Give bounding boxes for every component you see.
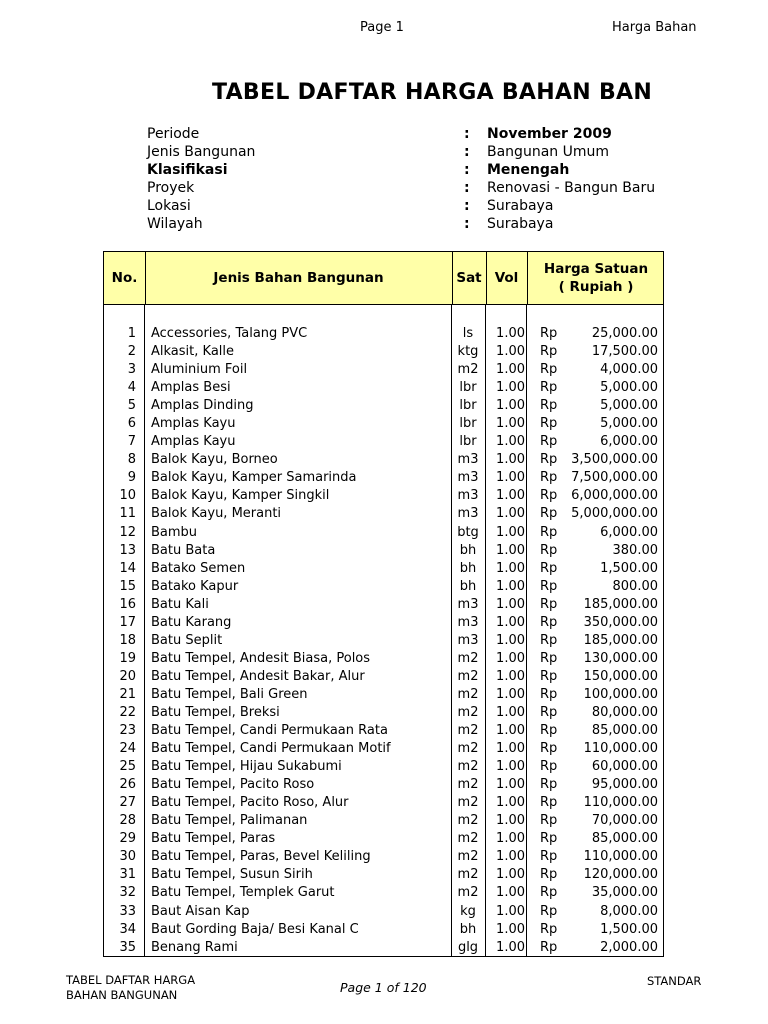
row-number: 23 [119, 723, 136, 739]
row-number: 10 [119, 488, 136, 504]
currency: Rp [540, 434, 558, 450]
volume: 1.00 [496, 506, 525, 522]
row-number: 8 [127, 452, 136, 468]
table-row [0, 415, 768, 433]
row-number: 16 [119, 596, 136, 612]
table-body [0, 325, 768, 957]
currency: Rp [540, 921, 558, 937]
unit-price: 85,000.00 [591, 831, 658, 847]
col-header-price-line2: ( Rupiah ) [558, 279, 634, 295]
metadata-label: Klasifikasi [147, 162, 228, 178]
volume: 1.00 [496, 542, 525, 558]
col-header-price-line1: Harga Satuan [543, 261, 649, 277]
table-row [0, 505, 768, 523]
volume: 1.00 [496, 795, 525, 811]
currency: Rp [540, 398, 558, 414]
volume: 1.00 [496, 741, 525, 757]
metadata-separator: : [464, 198, 470, 214]
material-name: Aluminium Foil [151, 362, 248, 378]
unit: m2 [457, 831, 479, 847]
currency: Rp [540, 831, 558, 847]
row-number: 20 [119, 668, 136, 684]
row-number: 26 [119, 777, 136, 793]
row-number: 14 [119, 560, 136, 576]
row-number: 2 [127, 344, 136, 360]
material-name: Amplas Kayu [151, 434, 236, 450]
header-divider [452, 252, 453, 304]
table-row [0, 921, 768, 939]
material-name: Benang Rami [151, 939, 238, 955]
row-number: 27 [119, 795, 136, 811]
unit: kg [460, 903, 476, 919]
row-number: 17 [119, 614, 136, 630]
table-row [0, 903, 768, 921]
material-name: Balok Kayu, Kamper Singkil [151, 488, 330, 504]
unit: lbr [459, 380, 477, 396]
row-number: 6 [127, 416, 136, 432]
material-name: Batu Tempel, Palimanan [151, 813, 308, 829]
metadata-label: Periode [147, 126, 200, 142]
unit-price: 5,000.00 [600, 416, 658, 432]
material-name: Accessories, Talang PVC [151, 326, 308, 341]
material-name: Baut Aisan Kap [151, 903, 250, 919]
col-header-sat: Sat [456, 270, 482, 286]
currency: Rp [540, 849, 558, 865]
material-name: Bambu [151, 524, 198, 540]
volume: 1.00 [496, 434, 525, 450]
currency: Rp [540, 326, 558, 341]
unit-price: 100,000.00 [583, 686, 658, 702]
unit-price: 8,000.00 [600, 903, 658, 919]
unit: bh [459, 560, 477, 576]
table-row [0, 469, 768, 487]
volume: 1.00 [496, 668, 525, 684]
table-row [0, 361, 768, 379]
row-number: 24 [119, 741, 136, 757]
volume: 1.00 [496, 326, 525, 341]
currency: Rp [540, 668, 558, 684]
row-number: 12 [119, 524, 136, 540]
material-name: Baut Gording Baja/ Besi Kanal C [151, 921, 359, 937]
volume: 1.00 [496, 867, 525, 883]
metadata-value: Renovasi - Bangun Baru [487, 180, 656, 196]
row-number: 33 [119, 903, 136, 919]
currency: Rp [540, 777, 558, 793]
table-row [0, 650, 768, 668]
unit-price: 185,000.00 [583, 632, 658, 648]
table-row [0, 740, 768, 758]
volume: 1.00 [496, 903, 525, 919]
volume: 1.00 [496, 560, 525, 576]
unit: m3 [457, 596, 479, 612]
volume: 1.00 [496, 885, 525, 901]
material-name: Batu Tempel, Andesit Biasa, Polos [151, 650, 371, 666]
metadata-separator: : [464, 216, 470, 232]
material-name: Batu Tempel, Pacito Roso, Alur [151, 795, 349, 811]
volume: 1.00 [496, 596, 525, 612]
volume: 1.00 [496, 344, 525, 360]
row-number: 31 [119, 867, 136, 883]
header-divider [145, 252, 146, 304]
currency: Rp [540, 344, 558, 360]
material-name: Amplas Kayu [151, 416, 236, 432]
table-row [0, 433, 768, 451]
material-name: Batu Tempel, Templek Garut [151, 885, 335, 901]
material-name: Amplas Besi [151, 380, 231, 396]
volume: 1.00 [496, 524, 525, 540]
unit-price: 5,000.00 [600, 380, 658, 396]
currency: Rp [540, 686, 558, 702]
material-name: Batu Tempel, Paras, Bevel Keliling [151, 849, 371, 865]
unit: lbr [459, 416, 477, 432]
metadata-value: Bangunan Umum [487, 144, 609, 160]
unit-price: 120,000.00 [583, 867, 658, 883]
footer-left-line1: TABEL DAFTAR HARGA [66, 973, 196, 987]
unit: bh [459, 542, 477, 558]
currency: Rp [540, 452, 558, 468]
unit: m2 [457, 885, 479, 901]
metadata-separator: : [464, 180, 470, 196]
currency: Rp [540, 470, 558, 486]
unit: m3 [457, 632, 479, 648]
unit: m2 [457, 362, 479, 378]
unit-price: 5,000.00 [600, 398, 658, 414]
material-name: Balok Kayu, Kamper Samarinda [151, 470, 357, 486]
table-row [0, 812, 768, 830]
unit: m2 [457, 795, 479, 811]
unit-price: 6,000.00 [600, 434, 658, 450]
volume: 1.00 [496, 686, 525, 702]
material-name: Batu Tempel, Candi Permukaan Rata [151, 723, 388, 739]
material-name: Amplas Dinding [151, 398, 254, 414]
table-row [0, 397, 768, 415]
unit-price: 110,000.00 [583, 795, 658, 811]
unit: lbr [459, 434, 477, 450]
running-header-sheet: Harga Bahan [612, 20, 697, 35]
volume: 1.00 [496, 416, 525, 432]
unit: m3 [457, 488, 479, 504]
metadata-value: Surabaya [487, 198, 554, 214]
metadata-separator: : [464, 126, 470, 142]
volume: 1.00 [496, 470, 525, 486]
table-row [0, 776, 768, 794]
material-name: Batu Tempel, Breksi [151, 704, 280, 720]
table-header [103, 251, 664, 305]
row-number: 7 [127, 434, 136, 450]
unit-price: 130,000.00 [583, 650, 658, 666]
row-number: 1 [127, 326, 136, 341]
table-row [0, 830, 768, 848]
material-name: Balok Kayu, Borneo [151, 452, 278, 468]
metadata-label: Lokasi [147, 198, 191, 214]
table-row [0, 704, 768, 722]
metadata-value: November 2009 [487, 126, 612, 142]
volume: 1.00 [496, 777, 525, 793]
unit: m3 [457, 614, 479, 630]
currency: Rp [540, 795, 558, 811]
unit: m2 [457, 741, 479, 757]
table-row [0, 632, 768, 650]
table-row [0, 578, 768, 596]
currency: Rp [540, 578, 558, 594]
unit-price: 110,000.00 [583, 741, 658, 757]
row-number: 18 [119, 632, 136, 648]
currency: Rp [540, 362, 558, 378]
unit: m2 [457, 777, 479, 793]
volume: 1.00 [496, 650, 525, 666]
footer-page-number: Page 1 of 120 [340, 980, 427, 995]
unit: glg [457, 939, 479, 955]
volume: 1.00 [496, 452, 525, 468]
table-row [0, 596, 768, 614]
material-name: Batu Tempel, Bali Green [151, 686, 308, 702]
currency: Rp [540, 632, 558, 648]
table-row [0, 451, 768, 469]
unit-price: 350,000.00 [583, 614, 658, 630]
row-number: 4 [127, 380, 136, 396]
table-row [0, 379, 768, 397]
col-header-no: No. [111, 270, 138, 286]
unit-price: 80,000.00 [591, 704, 658, 720]
unit-price: 4,000.00 [600, 362, 658, 378]
row-number: 9 [127, 470, 136, 486]
header-divider [527, 252, 528, 304]
unit: m2 [457, 867, 479, 883]
table-row [0, 542, 768, 560]
unit-price: 25,000.00 [591, 326, 658, 341]
row-number: 5 [127, 398, 136, 414]
unit-price: 85,000.00 [591, 723, 658, 739]
table-row [0, 524, 768, 542]
currency: Rp [540, 614, 558, 630]
table-row [0, 614, 768, 632]
material-name: Batako Semen [151, 560, 246, 576]
header-divider [486, 252, 487, 304]
currency: Rp [540, 650, 558, 666]
unit-price: 17,500.00 [591, 344, 658, 360]
unit-price: 1,500.00 [600, 560, 658, 576]
currency: Rp [540, 885, 558, 901]
currency: Rp [540, 488, 558, 504]
material-name: Batu Bata [151, 542, 216, 558]
volume: 1.00 [496, 578, 525, 594]
unit: m2 [457, 704, 479, 720]
row-number: 30 [119, 849, 136, 865]
material-name: Batu Tempel, Hijau Sukabumi [151, 759, 342, 775]
row-number: 35 [119, 939, 136, 955]
volume: 1.00 [496, 398, 525, 414]
row-number: 25 [119, 759, 136, 775]
material-name: Batu Tempel, Paras [151, 831, 276, 847]
footer-left-line2: BAHAN BANGUNAN [66, 988, 178, 1002]
unit: m3 [457, 470, 479, 486]
currency: Rp [540, 759, 558, 775]
currency: Rp [540, 704, 558, 720]
row-number: 15 [119, 578, 136, 594]
unit: m2 [457, 849, 479, 865]
unit-price: 110,000.00 [583, 849, 658, 865]
volume: 1.00 [496, 704, 525, 720]
unit: m2 [457, 686, 479, 702]
page-title: TABEL DAFTAR HARGA BAHAN BAN [212, 80, 653, 105]
unit: ktg [457, 344, 479, 360]
running-header-page: Page 1 [360, 20, 404, 35]
row-number: 32 [119, 885, 136, 901]
row-number: 29 [119, 831, 136, 847]
unit: m2 [457, 759, 479, 775]
currency: Rp [540, 741, 558, 757]
table-row [0, 686, 768, 704]
material-name: Batu Seplit [151, 632, 223, 648]
unit: m3 [457, 506, 479, 522]
table-row [0, 866, 768, 884]
row-number: 11 [119, 506, 136, 522]
material-name: Batu Tempel, Pacito Roso [151, 777, 315, 793]
table-row [0, 325, 768, 343]
unit-price: 60,000.00 [591, 759, 658, 775]
material-name: Batu Tempel, Candi Permukaan Motif [151, 741, 391, 757]
currency: Rp [540, 416, 558, 432]
currency: Rp [540, 813, 558, 829]
currency: Rp [540, 867, 558, 883]
volume: 1.00 [496, 723, 525, 739]
unit-price: 800.00 [612, 578, 658, 594]
row-number: 34 [119, 921, 136, 937]
unit-price: 380.00 [612, 542, 658, 558]
currency: Rp [540, 903, 558, 919]
volume: 1.00 [496, 813, 525, 829]
volume: 1.00 [496, 632, 525, 648]
unit-price: 5,000,000.00 [571, 506, 658, 522]
currency: Rp [540, 939, 558, 955]
unit: m2 [457, 668, 479, 684]
metadata-value: Menengah [487, 162, 570, 178]
row-number: 19 [119, 650, 136, 666]
table-row [0, 939, 768, 957]
currency: Rp [540, 560, 558, 576]
table-row [0, 794, 768, 812]
material-name: Balok Kayu, Meranti [151, 506, 282, 522]
unit-price: 6,000,000.00 [571, 488, 658, 504]
volume: 1.00 [496, 614, 525, 630]
material-name: Batu Kali [151, 596, 209, 612]
table-row [0, 487, 768, 505]
material-name: Batu Tempel, Susun Sirih [151, 867, 313, 883]
table-row [0, 848, 768, 866]
unit-price: 95,000.00 [591, 777, 658, 793]
metadata-separator: : [464, 144, 470, 160]
unit-price: 150,000.00 [583, 668, 658, 684]
volume: 1.00 [496, 939, 525, 955]
unit: m3 [457, 452, 479, 468]
currency: Rp [540, 542, 558, 558]
volume: 1.00 [496, 759, 525, 775]
unit: m2 [457, 813, 479, 829]
currency: Rp [540, 380, 558, 396]
table-row [0, 722, 768, 740]
unit-price: 1,500.00 [600, 921, 658, 937]
unit: btg [457, 524, 479, 540]
unit: m2 [457, 650, 479, 666]
table-row [0, 668, 768, 686]
currency: Rp [540, 596, 558, 612]
material-name: Alkasit, Kalle [151, 344, 235, 360]
volume: 1.00 [496, 380, 525, 396]
volume: 1.00 [496, 488, 525, 504]
volume: 1.00 [496, 849, 525, 865]
unit: bh [459, 921, 477, 937]
row-number: 3 [127, 362, 136, 378]
metadata-value: Surabaya [487, 216, 554, 232]
material-name: Batu Tempel, Andesit Bakar, Alur [151, 668, 365, 684]
volume: 1.00 [496, 831, 525, 847]
col-header-name: Jenis Bahan Bangunan [213, 270, 384, 286]
unit-price: 7,500,000.00 [571, 470, 658, 486]
table-row [0, 884, 768, 902]
unit-price: 185,000.00 [583, 596, 658, 612]
unit-price: 3,500,000.00 [571, 452, 658, 468]
volume: 1.00 [496, 921, 525, 937]
row-number: 28 [119, 813, 136, 829]
row-number: 22 [119, 704, 136, 720]
row-number: 21 [119, 686, 136, 702]
col-header-vol: Vol [494, 270, 519, 286]
metadata-label: Jenis Bangunan [147, 144, 256, 160]
table-row [0, 343, 768, 361]
row-number: 13 [119, 542, 136, 558]
footer-right: STANDAR [647, 974, 702, 988]
unit: bh [459, 578, 477, 594]
unit: lbr [459, 398, 477, 414]
currency: Rp [540, 723, 558, 739]
volume: 1.00 [496, 362, 525, 378]
table-row [0, 758, 768, 776]
material-name: Batu Karang [151, 614, 232, 630]
col-header-price [527, 252, 665, 304]
unit-price: 2,000.00 [600, 939, 658, 955]
unit: ls [462, 326, 474, 341]
unit: m2 [457, 723, 479, 739]
metadata-separator: : [464, 162, 470, 178]
unit-price: 6,000.00 [600, 524, 658, 540]
unit-price: 35,000.00 [591, 885, 658, 901]
metadata-label: Wilayah [147, 216, 203, 232]
currency: Rp [540, 506, 558, 522]
metadata-label: Proyek [147, 180, 195, 196]
table-row [0, 560, 768, 578]
material-name: Batako Kapur [151, 578, 239, 594]
unit-price: 70,000.00 [591, 813, 658, 829]
currency: Rp [540, 524, 558, 540]
